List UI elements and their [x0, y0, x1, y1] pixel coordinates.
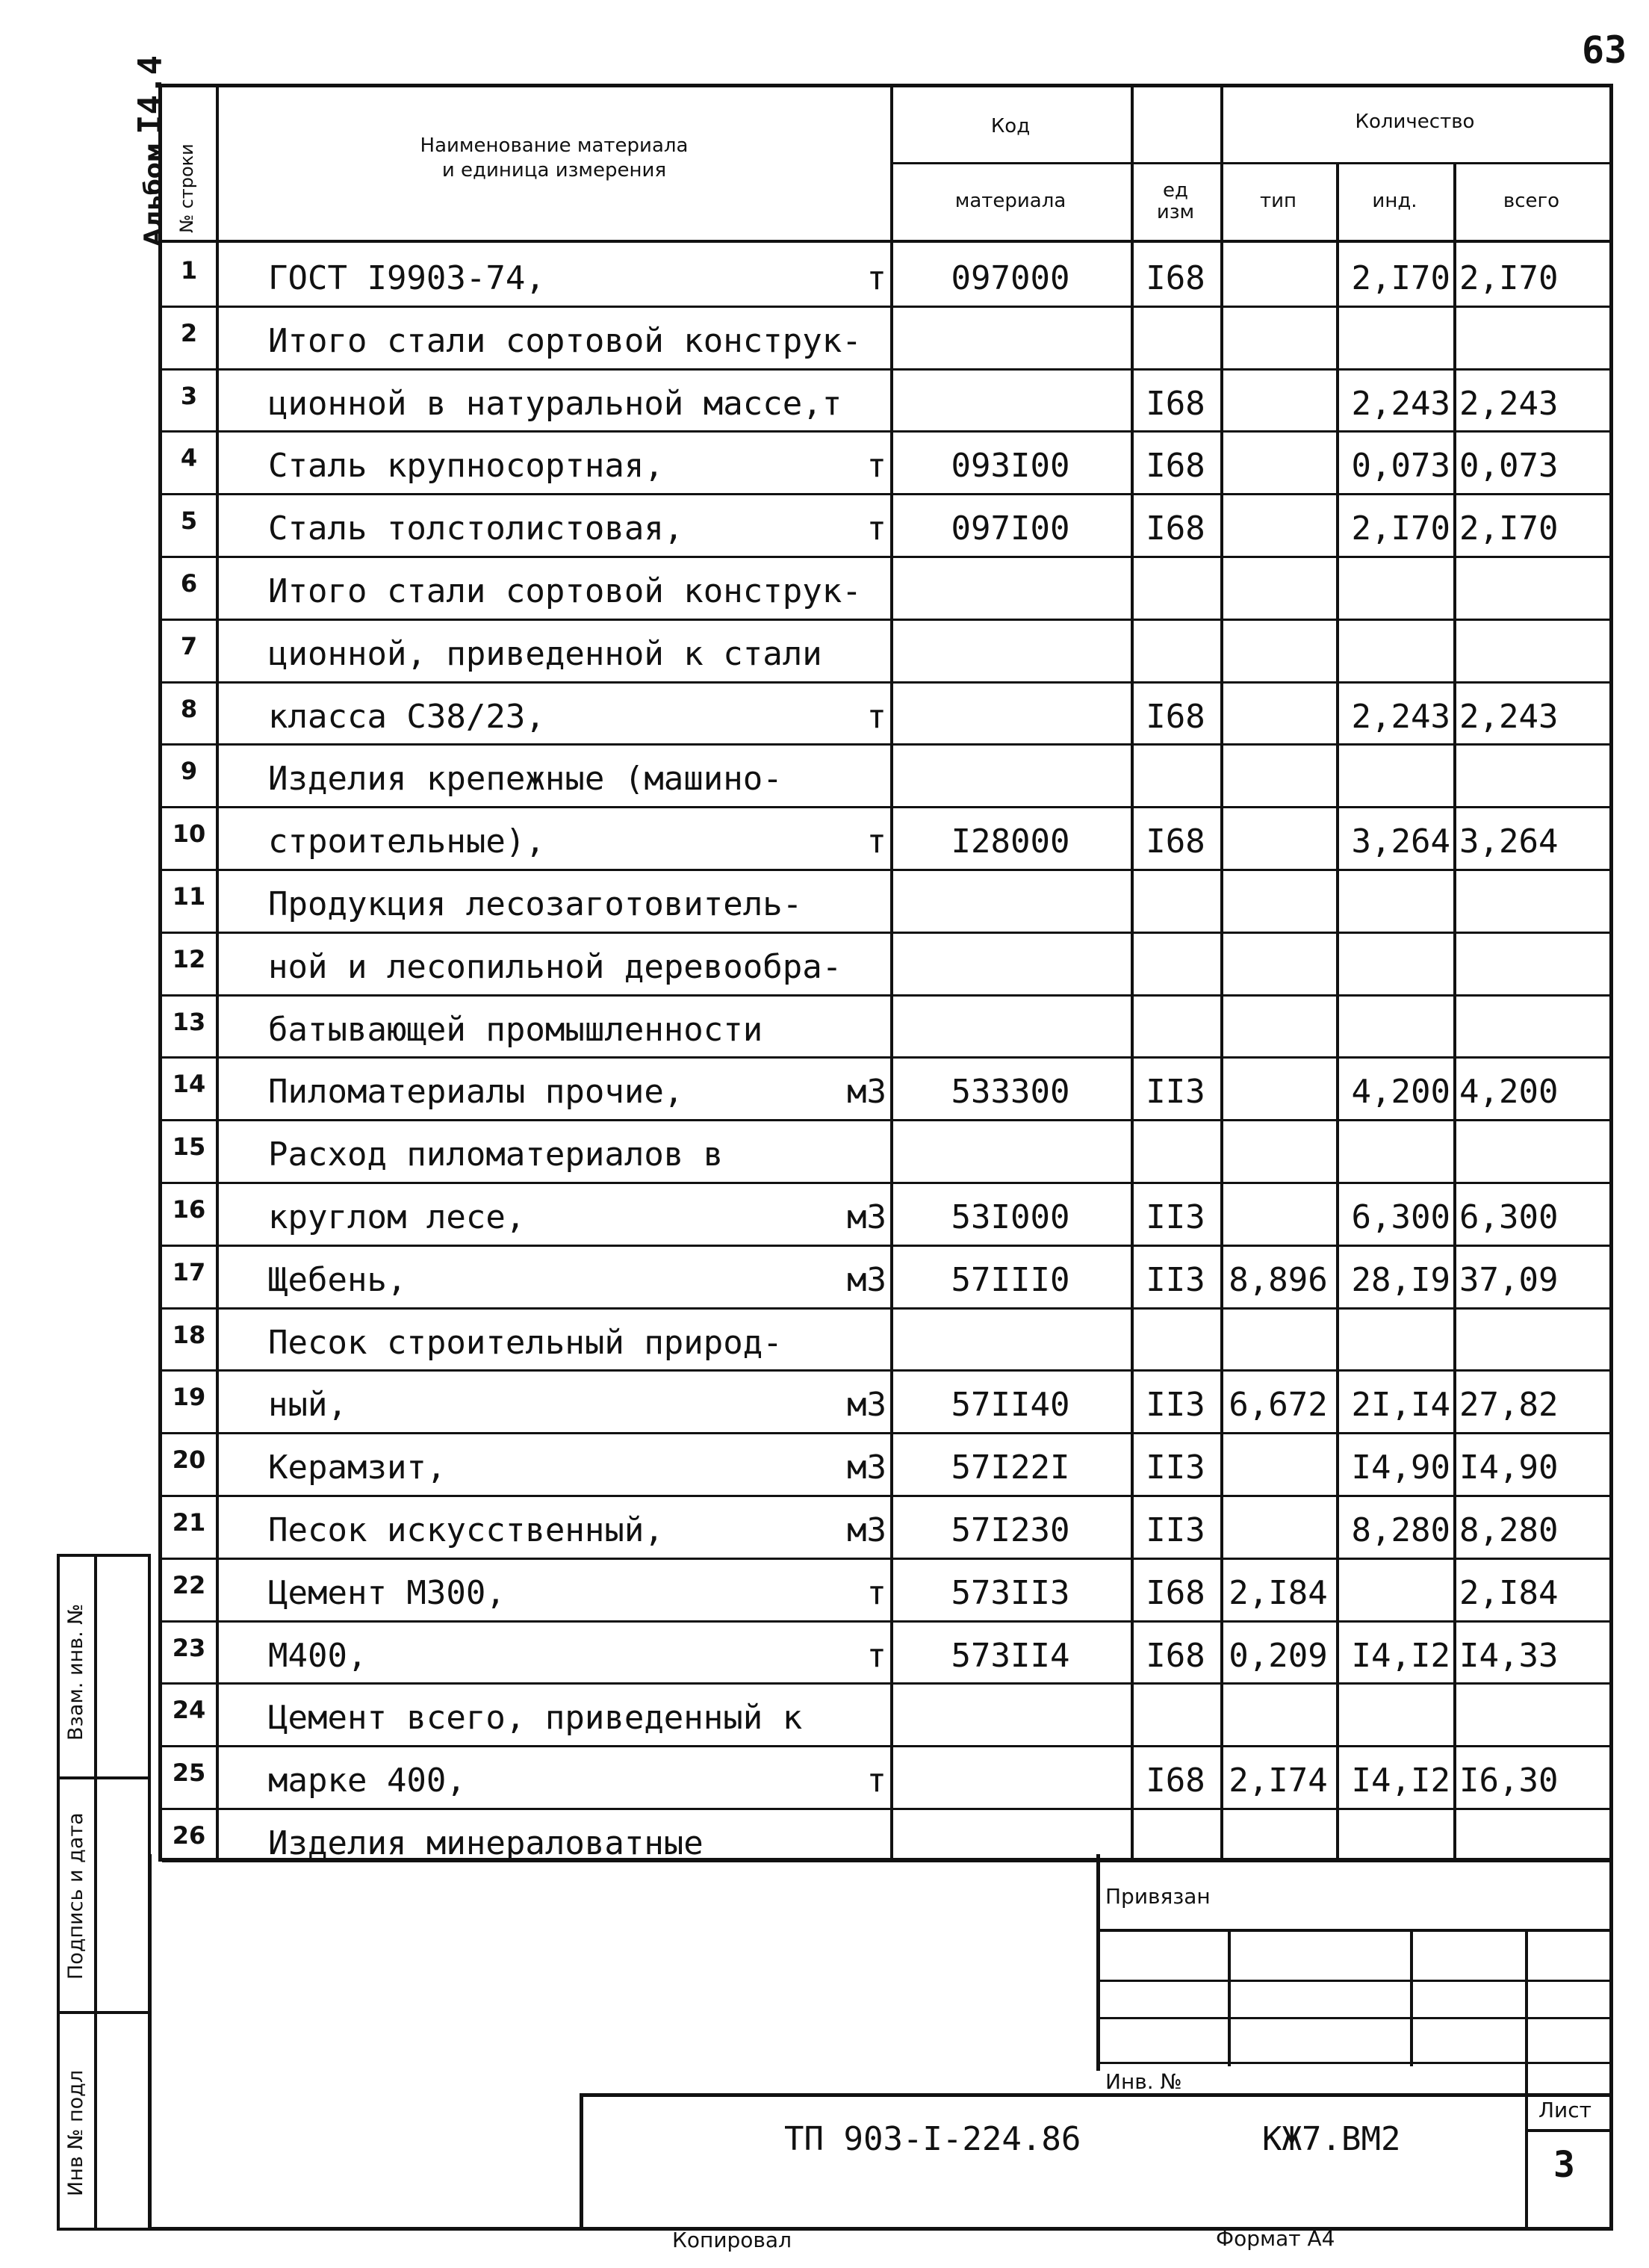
row-number: 7 [180, 631, 198, 660]
quantity-ind: I4,I2 [1351, 1636, 1450, 1675]
header-row-no: № строки [176, 143, 197, 233]
material-code: 097I00 [951, 509, 1070, 548]
quantity-total: 2,I70 [1459, 509, 1559, 548]
album-text: Альбом [139, 143, 167, 247]
quantity-ind: 2,243 [1351, 697, 1450, 736]
material-name: Изделия крепежные (машино- [268, 760, 783, 799]
unit-of-measure: т [866, 259, 886, 297]
table-row [162, 306, 1609, 370]
material-name: класса С38/23, [268, 697, 545, 736]
material-name: Сталь толстолистовая, [268, 509, 684, 548]
material-code: 57III0 [951, 1260, 1070, 1299]
unit-code: II3 [1146, 1073, 1205, 1112]
row-number: 9 [180, 757, 198, 786]
table-row [162, 556, 1609, 620]
material-code: I28000 [951, 822, 1070, 861]
quantity-ind: 2,I70 [1351, 259, 1450, 297]
unit-code: I68 [1146, 822, 1205, 861]
exchange-inv-label: Взам. инв. № [64, 1603, 87, 1741]
table-row [162, 1245, 1609, 1309]
table-row [162, 932, 1609, 996]
quantity-total: 0,073 [1459, 447, 1559, 486]
copied-label: Копировал [672, 2228, 792, 2252]
unit-code: II3 [1146, 1198, 1205, 1236]
row-number: 24 [172, 1696, 206, 1725]
bound-label: Привязан [1105, 1884, 1211, 1909]
quantity-total: 2,I70 [1459, 259, 1559, 297]
material-name: Щебень, [268, 1260, 407, 1299]
unit-of-measure: т [866, 1573, 886, 1612]
unit-of-measure: м3 [847, 1511, 886, 1549]
unit-of-measure: м3 [847, 1073, 886, 1112]
spec-table [158, 84, 1613, 1862]
quantity-type: 0,209 [1229, 1636, 1328, 1675]
material-code: 097000 [951, 259, 1070, 297]
quantity-ind: I4,90 [1351, 1449, 1450, 1487]
material-name: ционной, приведенной к стали [268, 634, 822, 673]
unit-code: II3 [1146, 1386, 1205, 1425]
quantity-total: 4,200 [1459, 1073, 1559, 1112]
material-name: Песок искусственный, [268, 1511, 664, 1549]
header-code: Код [990, 115, 1031, 137]
row-number: 19 [172, 1383, 206, 1412]
quantity-ind: 2I,I4 [1351, 1386, 1450, 1425]
material-name: Изделия минераловатные [268, 1824, 704, 1862]
row-number: 16 [172, 1195, 206, 1224]
table-row [162, 1620, 1609, 1685]
row-number: 4 [180, 444, 198, 473]
sheet-number: 3 [1553, 2144, 1575, 2186]
material-name: ционной в натуральной массе,т [268, 384, 842, 423]
table-row [162, 743, 1609, 808]
row-number: 10 [172, 819, 206, 849]
row-number: 25 [172, 1759, 206, 1788]
row-number: 26 [172, 1821, 206, 1850]
material-code: 533300 [951, 1073, 1070, 1112]
quantity-total: 2,I84 [1459, 1573, 1559, 1612]
quantity-ind: 2,I70 [1351, 509, 1450, 548]
row-number: 3 [180, 381, 198, 410]
unit-code: II3 [1146, 1449, 1205, 1487]
lower-frame [148, 1854, 1613, 2231]
material-name: Цемент М300, [268, 1573, 506, 1612]
album-number: I4.4 [131, 55, 170, 134]
table-row [162, 1369, 1609, 1434]
header-quantity: Количество [1355, 111, 1475, 133]
material-name: марке 400, [268, 1762, 466, 1800]
material-code: 573II4 [951, 1636, 1070, 1675]
material-name: ный, [268, 1386, 347, 1425]
quantity-total: I6,30 [1459, 1762, 1559, 1800]
table-row [162, 1432, 1609, 1496]
row-number: 23 [172, 1633, 206, 1662]
document-mark: КЖ7.ВМ2 [1262, 2120, 1401, 2158]
unit-code: I68 [1146, 1636, 1205, 1675]
inv-orig-label: Инв № подл [64, 2069, 87, 2196]
header-qty-total: всего [1503, 190, 1560, 212]
row-number: 8 [180, 694, 198, 723]
quantity-ind: 28,I9 [1351, 1260, 1450, 1299]
material-name: круглом лесе, [268, 1198, 526, 1236]
header-qty-ind: инд. [1372, 190, 1417, 212]
row-number: 5 [180, 506, 198, 536]
material-name: Расход пиломатериалов в [268, 1135, 724, 1174]
quantity-total: 6,300 [1459, 1198, 1559, 1236]
quantity-ind: 2,243 [1351, 384, 1450, 423]
unit-of-measure: т [866, 447, 886, 486]
inv-number-label: Инв. № [1105, 2069, 1182, 2094]
row-number: 13 [172, 1007, 206, 1036]
material-code: 573II3 [951, 1573, 1070, 1612]
quantity-type: 2,I84 [1229, 1573, 1328, 1612]
unit-of-measure: т [866, 697, 886, 736]
quantity-ind: 6,300 [1351, 1198, 1450, 1236]
table-row [162, 493, 1609, 557]
table-row [162, 1495, 1609, 1559]
material-name: Итого стали сортовой конструк- [268, 321, 862, 360]
unit-of-measure: т [866, 822, 886, 861]
row-number: 17 [172, 1257, 206, 1286]
table-row [162, 1558, 1609, 1622]
row-number: 11 [172, 882, 206, 911]
format-label: Формат А4 [1216, 2226, 1335, 2251]
quantity-total: 37,09 [1459, 1260, 1559, 1299]
unit-code: II3 [1146, 1511, 1205, 1549]
quantity-ind: 4,200 [1351, 1073, 1450, 1112]
row-number: 15 [172, 1133, 206, 1162]
material-code: 57II40 [951, 1386, 1070, 1425]
quantity-ind: 0,073 [1351, 447, 1450, 486]
unit-of-measure: м3 [847, 1260, 886, 1299]
table-row [162, 1056, 1609, 1121]
table-row [162, 994, 1609, 1059]
quantity-type: 6,672 [1229, 1386, 1328, 1425]
material-name: Пиломатериалы прочие, [268, 1073, 684, 1112]
material-name: строительные), [268, 822, 545, 861]
material-code: 53I000 [951, 1198, 1070, 1236]
quantity-ind: 8,280 [1351, 1511, 1450, 1549]
material-name: ГОСТ I9903-74, [268, 259, 545, 297]
material-name: батывающей промышленности [268, 1010, 763, 1049]
quantity-type: 8,896 [1229, 1260, 1328, 1299]
table-row [162, 1745, 1609, 1809]
quantity-ind: 3,264 [1351, 822, 1450, 861]
quantity-total: I4,90 [1459, 1449, 1559, 1487]
quantity-total: 8,280 [1459, 1511, 1559, 1549]
header-code-unit: ед изм [1156, 179, 1195, 223]
table-row [162, 869, 1609, 933]
row-number: 18 [172, 1320, 206, 1349]
unit-code: I68 [1146, 697, 1205, 736]
table-row [162, 1682, 1609, 1747]
quantity-total: 2,243 [1459, 384, 1559, 423]
unit-of-measure: т [866, 509, 886, 548]
unit-code: II3 [1146, 1260, 1205, 1299]
table-row [162, 1182, 1609, 1246]
row-number: 22 [172, 1570, 206, 1599]
quantity-total: 27,82 [1459, 1386, 1559, 1425]
unit-code: I68 [1146, 447, 1205, 486]
header-code-material: материала [954, 190, 1066, 212]
unit-of-measure: м3 [847, 1198, 886, 1236]
unit-code: I68 [1146, 384, 1205, 423]
table-row [162, 681, 1609, 746]
quantity-total: I4,33 [1459, 1636, 1559, 1675]
row-number: 21 [172, 1508, 206, 1537]
table-row [162, 806, 1609, 870]
unit-code: I68 [1146, 509, 1205, 548]
unit-code: I68 [1146, 259, 1205, 297]
table-row [162, 619, 1609, 683]
material-name: М400, [268, 1636, 367, 1675]
material-name: ной и лесопильной деревообра- [268, 947, 842, 986]
document-code: ТП 903-I-224.86 [784, 2120, 1081, 2158]
row-number: 6 [180, 569, 198, 598]
row-number: 14 [172, 1070, 206, 1099]
table-row [162, 1119, 1609, 1183]
page-number: 63 [1582, 28, 1627, 72]
table-row [162, 368, 1609, 433]
quantity-total: 3,264 [1459, 822, 1559, 861]
header-name: Наименование материала и единица измерения [420, 134, 689, 182]
material-code: 57I22I [951, 1449, 1070, 1487]
material-name: Керамзит, [268, 1449, 447, 1487]
quantity-total: 2,243 [1459, 697, 1559, 736]
sign-date-label: Подпись и дата [64, 1812, 87, 1980]
unit-code: I68 [1146, 1573, 1205, 1612]
row-number: 1 [180, 256, 198, 285]
material-name: Песок строительный природ- [268, 1323, 783, 1362]
unit-of-measure: т [866, 1636, 886, 1675]
unit-of-measure: м3 [847, 1386, 886, 1425]
unit-of-measure: т [866, 1762, 886, 1800]
quantity-ind: I4,I2 [1351, 1762, 1450, 1800]
material-code: 57I230 [951, 1511, 1070, 1549]
row-number: 12 [172, 944, 206, 973]
material-code: 093I00 [951, 447, 1070, 486]
material-name: Сталь крупносортная, [268, 447, 664, 486]
unit-code: I68 [1146, 1762, 1205, 1800]
material-name: Итого стали сортовой конструк- [268, 572, 862, 610]
material-name: Цемент всего, приведенный к [268, 1699, 803, 1738]
material-name: Продукция лесозаготовитель- [268, 885, 803, 923]
table-row [162, 243, 1609, 307]
table-row [162, 430, 1609, 495]
table-row [162, 1307, 1609, 1372]
quantity-type: 2,I74 [1229, 1762, 1328, 1800]
row-number: 2 [180, 318, 198, 347]
unit-of-measure: м3 [847, 1449, 886, 1487]
row-number: 20 [172, 1446, 206, 1475]
header-qty-type: тип [1259, 190, 1297, 212]
sheet-label: Лист [1538, 2098, 1591, 2122]
